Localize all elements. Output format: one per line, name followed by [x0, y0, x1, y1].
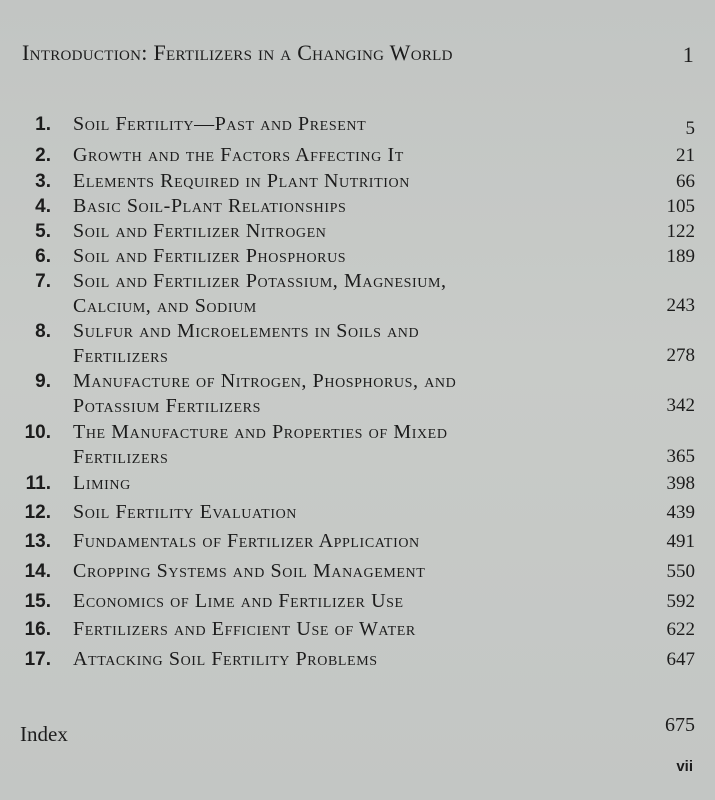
index-label: Index — [20, 722, 68, 746]
chapter-number: 16. — [24, 619, 51, 640]
chapter-title-line: Calcium, and Sodium — [73, 295, 257, 317]
page-folio: vii — [676, 758, 693, 775]
chapter-page: 5 — [685, 118, 695, 139]
chapter-title-line: Soil Fertility Evaluation — [73, 501, 297, 523]
introduction-entry — [22, 40, 694, 70]
chapter-number: 2. — [35, 145, 51, 166]
chapter-page: 365 — [666, 446, 695, 467]
chapter-page: 243 — [666, 295, 695, 316]
chapter-page: 550 — [666, 561, 695, 582]
chapter-page: 647 — [666, 649, 695, 670]
chapter-page: 122 — [666, 221, 695, 242]
chapter-title-line: Manufacture of Nitrogen, Phosphorus, and — [73, 370, 457, 392]
chapter-number: 8. — [35, 321, 51, 342]
chapter-title-line: Sulfur and Microelements in Soils and — [73, 320, 420, 342]
chapter-title-line: Cropping Systems and Soil Management — [73, 560, 426, 582]
chapter-page: 592 — [666, 591, 695, 612]
chapter-number: 7. — [35, 271, 51, 292]
introduction-page: 1 — [682, 42, 694, 67]
chapter-number: 4. — [35, 196, 51, 217]
chapter-title-line: Fertilizers — [73, 446, 169, 468]
chapter-page: 439 — [666, 502, 695, 523]
chapter-title-line: Soil and Fertilizer Phosphorus — [73, 245, 347, 267]
index-page: 675 — [665, 714, 695, 736]
chapter-page: 21 — [676, 145, 695, 166]
chapter-title-line: Soil and Fertilizer Nitrogen — [73, 220, 327, 242]
chapter-number: 11. — [25, 473, 51, 494]
chapter-number: 15. — [24, 591, 51, 612]
chapter-number: 6. — [35, 246, 51, 267]
chapter-title-line: Fertilizers and Efficient Use of Water — [73, 618, 416, 640]
chapter-page: 189 — [666, 246, 695, 267]
chapter-title-line: Fertilizers — [73, 345, 169, 367]
chapter-page: 66 — [676, 171, 695, 192]
chapter-title-line: Fundamentals of Fertilizer Application — [73, 530, 420, 552]
chapter-number: 13. — [24, 531, 51, 552]
chapter-title-line: Elements Required in Plant Nutrition — [73, 170, 410, 192]
introduction-title: Introduction: Fertilizers in a Changing World — [22, 40, 453, 65]
chapter-page: 491 — [666, 531, 695, 552]
chapter-page: 105 — [666, 196, 695, 217]
chapter-number: 9. — [35, 371, 51, 392]
chapter-title-line: Potassium Fertilizers — [73, 395, 261, 417]
chapter-number: 5. — [35, 221, 51, 242]
chapter-page: 398 — [666, 473, 695, 494]
chapter-page: 278 — [666, 345, 695, 366]
chapter-title-line: Soil Fertility—Past and Present — [73, 113, 367, 135]
chapter-page: 342 — [666, 395, 695, 416]
chapter-number: 17. — [24, 649, 51, 670]
chapter-number: 14. — [24, 561, 51, 582]
chapter-title-line: Economics of Lime and Fertilizer Use — [73, 590, 404, 612]
chapter-title-line: Attacking Soil Fertility Problems — [73, 648, 378, 670]
chapter-page: 622 — [666, 619, 695, 640]
chapter-number: 3. — [35, 171, 51, 192]
chapter-title-line: Liming — [73, 472, 131, 494]
chapter-number: 1. — [35, 114, 51, 135]
chapter-title-line: The Manufacture and Properties of Mixed — [73, 421, 448, 443]
chapter-number: 12. — [24, 502, 51, 523]
chapter-title-line: Growth and the Factors Affecting It — [73, 144, 404, 166]
chapter-title-line: Soil and Fertilizer Potassium, Magnesium, — [73, 270, 447, 292]
chapter-title-line: Basic Soil-Plant Relationships — [73, 195, 347, 217]
chapter-number: 10. — [24, 422, 51, 443]
